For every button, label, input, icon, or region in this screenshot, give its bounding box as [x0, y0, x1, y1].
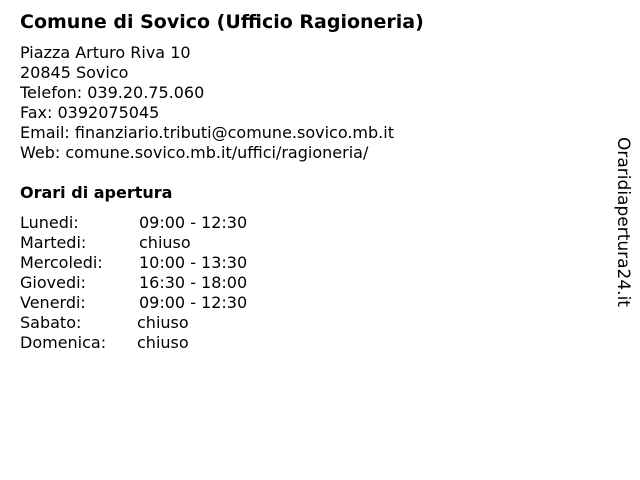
- watermark: [612, 134, 634, 309]
- time-value: 09:00 - 12:30: [139, 293, 248, 312]
- hours-row-tuesday: [20, 233, 320, 253]
- opening-hours-table: [20, 213, 320, 353]
- address-block: [20, 43, 394, 163]
- hours-row-sunday: [20, 333, 320, 353]
- day-label: Mercoledi:: [20, 253, 103, 272]
- day-label: Martedi:: [20, 233, 87, 252]
- time-value: 10:00 - 13:30: [139, 253, 248, 272]
- fax-number: Fax: 0392075045: [20, 103, 160, 122]
- hours-row-monday: [20, 213, 320, 233]
- email-address: Email: finanziario.tributi@comune.sovico.mb.it: [20, 123, 394, 142]
- watermark-text: Oraridiapertura24.it: [613, 136, 633, 307]
- day-label: Giovedi:: [20, 273, 86, 292]
- website-url: Web: comune.sovico.mb.it/uffici/ragioneria/: [20, 143, 369, 162]
- day-label: Sabato:: [20, 313, 82, 332]
- time-value: 16:30 - 18:00: [139, 273, 248, 292]
- day-label: Venerdi:: [20, 293, 86, 312]
- street-address: Piazza Arturo Riva 10: [20, 43, 191, 62]
- time-value: chiuso: [139, 233, 191, 252]
- hours-row-thursday: [20, 273, 320, 293]
- hours-row-wednesday: [20, 253, 320, 273]
- page-title: Comune di Sovico (Ufficio Ragioneria): [20, 11, 424, 33]
- hours-row-friday: [20, 293, 320, 313]
- time-value: 09:00 - 12:30: [139, 213, 248, 232]
- day-label: Lunedi:: [20, 213, 79, 232]
- phone-number: Telefon: 039.20.75.060: [20, 83, 205, 102]
- time-value: chiuso: [137, 333, 189, 352]
- opening-hours-heading: Orari di apertura: [20, 183, 173, 202]
- day-label: Domenica:: [20, 333, 107, 352]
- hours-row-saturday: [20, 313, 320, 333]
- city-postal: 20845 Sovico: [20, 63, 129, 82]
- time-value: chiuso: [137, 313, 189, 332]
